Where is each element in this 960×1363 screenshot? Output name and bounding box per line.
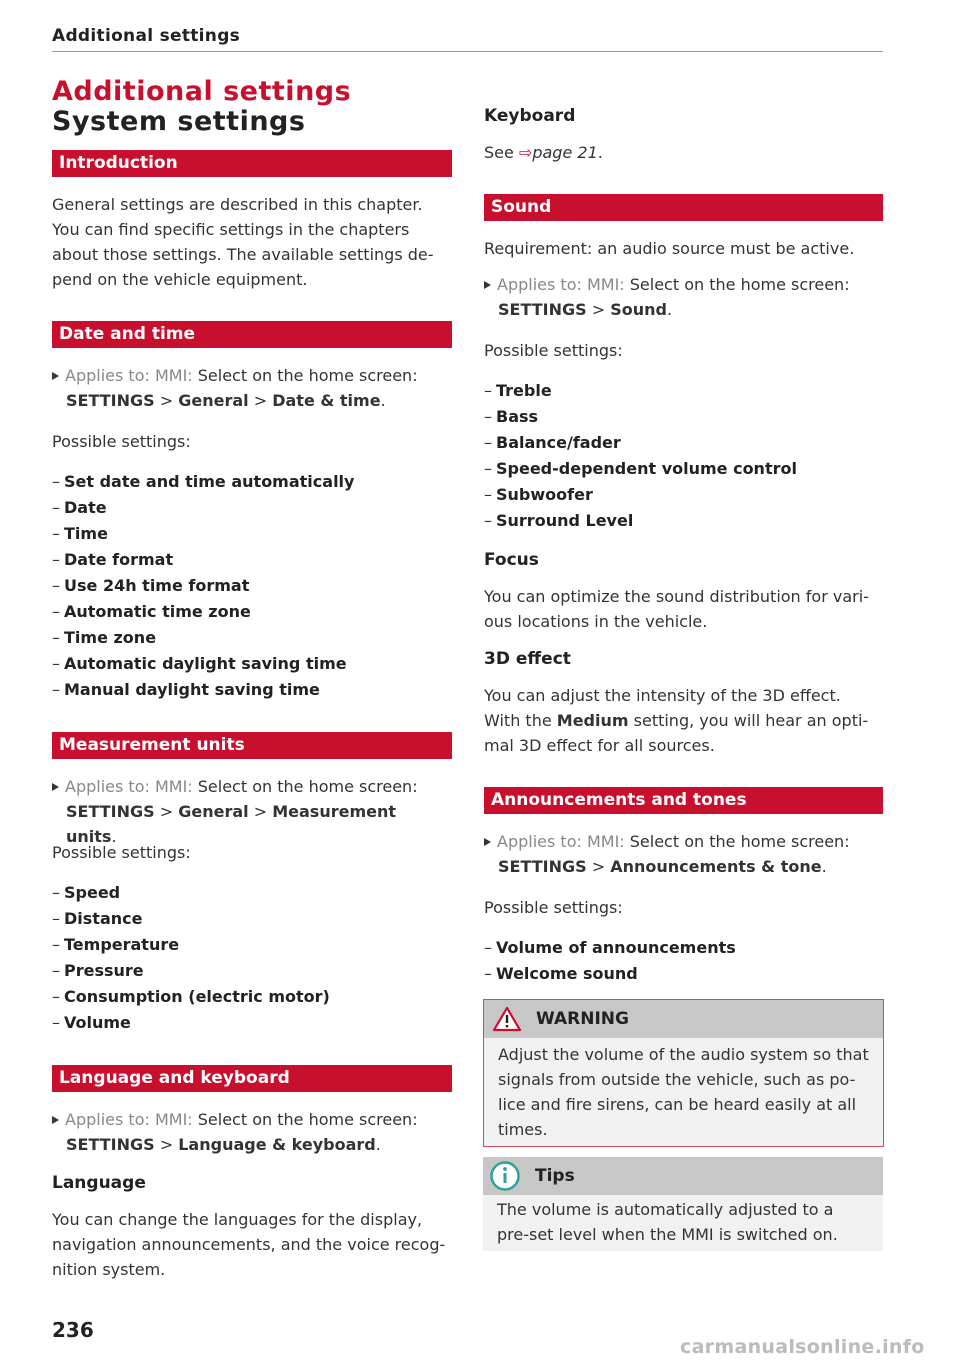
warning-header: WARNING: [484, 1000, 883, 1038]
heading-announcements-tones: Announcements and tones: [484, 787, 883, 814]
list-item: – Bass: [484, 407, 539, 426]
chapter-title: Additional settings: [52, 76, 352, 107]
tips-header: Tips: [483, 1157, 883, 1195]
list-item: – Date: [52, 498, 107, 517]
intro-text: General settings are described in this chapter. You can find specific settings in the chapters about those settings. The available settings de-pend on the vehicle equipment.: [52, 195, 434, 289]
subheading-keyboard: Keyboard: [484, 106, 576, 126]
tips-text: The volume is automatically adjusted to a pre-set level when the MMI is switched on.: [483, 1195, 883, 1251]
measurement-applies: Applies to: MMI: Select on the home screen: SETTINGS > General > Measurement units.: [52, 774, 452, 849]
possible-settings-label: Possible settings:: [484, 898, 623, 917]
keyboard-see-reference: See ⇨page 21.: [484, 143, 603, 162]
possible-settings-label: Possible settings:: [484, 341, 623, 360]
list-item: – Balance/fader: [484, 433, 621, 452]
menu-path: SETTINGS > Language & keyboard.: [66, 1135, 381, 1154]
warning-box: [483, 999, 884, 1147]
arrow-right-icon: ⇨: [518, 143, 533, 162]
list-item: – Date format: [52, 550, 174, 569]
possible-settings-label: Possible settings:: [52, 432, 191, 451]
heading-measurement-units: Measurement units: [52, 732, 452, 759]
list-item: – Volume: [52, 1013, 131, 1032]
list-item: – Automatic time zone: [52, 602, 251, 621]
footer-watermark: carmanualsonline.info: [680, 1336, 925, 1358]
list-item: – Consumption (electric motor): [52, 987, 330, 1006]
list-item: – Speed: [52, 883, 121, 902]
tips-box: [483, 1157, 883, 1251]
heading-introduction: Introduction: [52, 150, 452, 177]
focus-text: You can optimize the sound distribution for vari-ous locations in the vehicle.: [484, 587, 869, 631]
list-item: – Use 24h time format: [52, 576, 250, 595]
list-item: – Temperature: [52, 935, 180, 954]
possible-settings-label: Possible settings:: [52, 843, 191, 862]
header-rule: [52, 51, 883, 52]
list-item: – Manual daylight saving time: [52, 680, 320, 699]
list-item: – Surround Level: [484, 511, 634, 530]
language-applies: Applies to: MMI: Select on the home screen: SETTINGS > Language & keyboard.: [52, 1107, 452, 1157]
section-title: System settings: [52, 106, 306, 137]
list-item: – Automatic daylight saving time: [52, 654, 347, 673]
menu-path: SETTINGS > Sound.: [498, 300, 673, 319]
sound-settings-list: [484, 378, 797, 534]
menu-path: SETTINGS > General > Measurement units.: [66, 802, 397, 846]
heading-sound: Sound: [484, 194, 883, 221]
date-time-applies: Applies to: MMI: Select on the home screen: SETTINGS > General > Date & time.: [52, 363, 452, 413]
language-text: You can change the languages for the display, navigation announcements, and the voice recog-nition system.: [52, 1210, 446, 1279]
page-number: 236: [52, 1318, 94, 1342]
list-item: – Pressure: [52, 961, 144, 980]
list-item: – Welcome sound: [484, 964, 638, 983]
page-link[interactable]: page 21: [532, 143, 598, 162]
list-item: – Set date and time automatically: [52, 472, 355, 491]
list-item: – Distance: [52, 909, 143, 928]
sound-requirement: Requirement: an audio source must be active.: [484, 239, 855, 258]
warning-triangle-icon: [492, 1006, 522, 1032]
info-icon: [489, 1160, 521, 1192]
sound-applies: Applies to: MMI: Select on the home screen: SETTINGS > Sound.: [484, 272, 883, 322]
announcements-applies: Applies to: MMI: Select on the home screen: SETTINGS > Announcements & tone.: [484, 829, 883, 879]
warning-text: Adjust the volume of the audio system so that signals from outside the vehicle, such as po-lice and fire sirens, can be heard easily at all times.: [498, 1045, 869, 1139]
list-item: – Volume of announcements: [484, 938, 736, 957]
3d-effect-text: You can adjust the intensity of the 3D effect. With the Medium setting, you will hear an opti-mal 3D effect for all sources.: [484, 686, 869, 755]
heading-language-keyboard: Language and keyboard: [52, 1065, 452, 1092]
list-item: – Speed-dependent volume control: [484, 459, 797, 478]
running-header: Additional settings: [52, 26, 241, 46]
triangle-bullet-icon: [52, 783, 59, 791]
list-item: – Time: [52, 524, 108, 543]
menu-path: SETTINGS > Announcements & tone.: [498, 857, 827, 876]
subheading-3d-effect: 3D effect: [484, 649, 571, 669]
triangle-bullet-icon: [52, 1116, 59, 1124]
triangle-bullet-icon: [484, 281, 491, 289]
heading-date-time: Date and time: [52, 321, 452, 348]
triangle-bullet-icon: [484, 838, 491, 846]
date-time-settings-list: [52, 469, 354, 703]
announcements-settings-list: [484, 935, 736, 987]
list-item: – Time zone: [52, 628, 157, 647]
triangle-bullet-icon: [52, 372, 59, 380]
subheading-focus: Focus: [484, 550, 539, 570]
subheading-language: Language: [52, 1173, 146, 1193]
list-item: – Subwoofer: [484, 485, 593, 504]
measurement-settings-list: [52, 880, 330, 1036]
list-item: – Treble: [484, 381, 552, 400]
menu-path: SETTINGS > General > Date & time.: [66, 391, 386, 410]
